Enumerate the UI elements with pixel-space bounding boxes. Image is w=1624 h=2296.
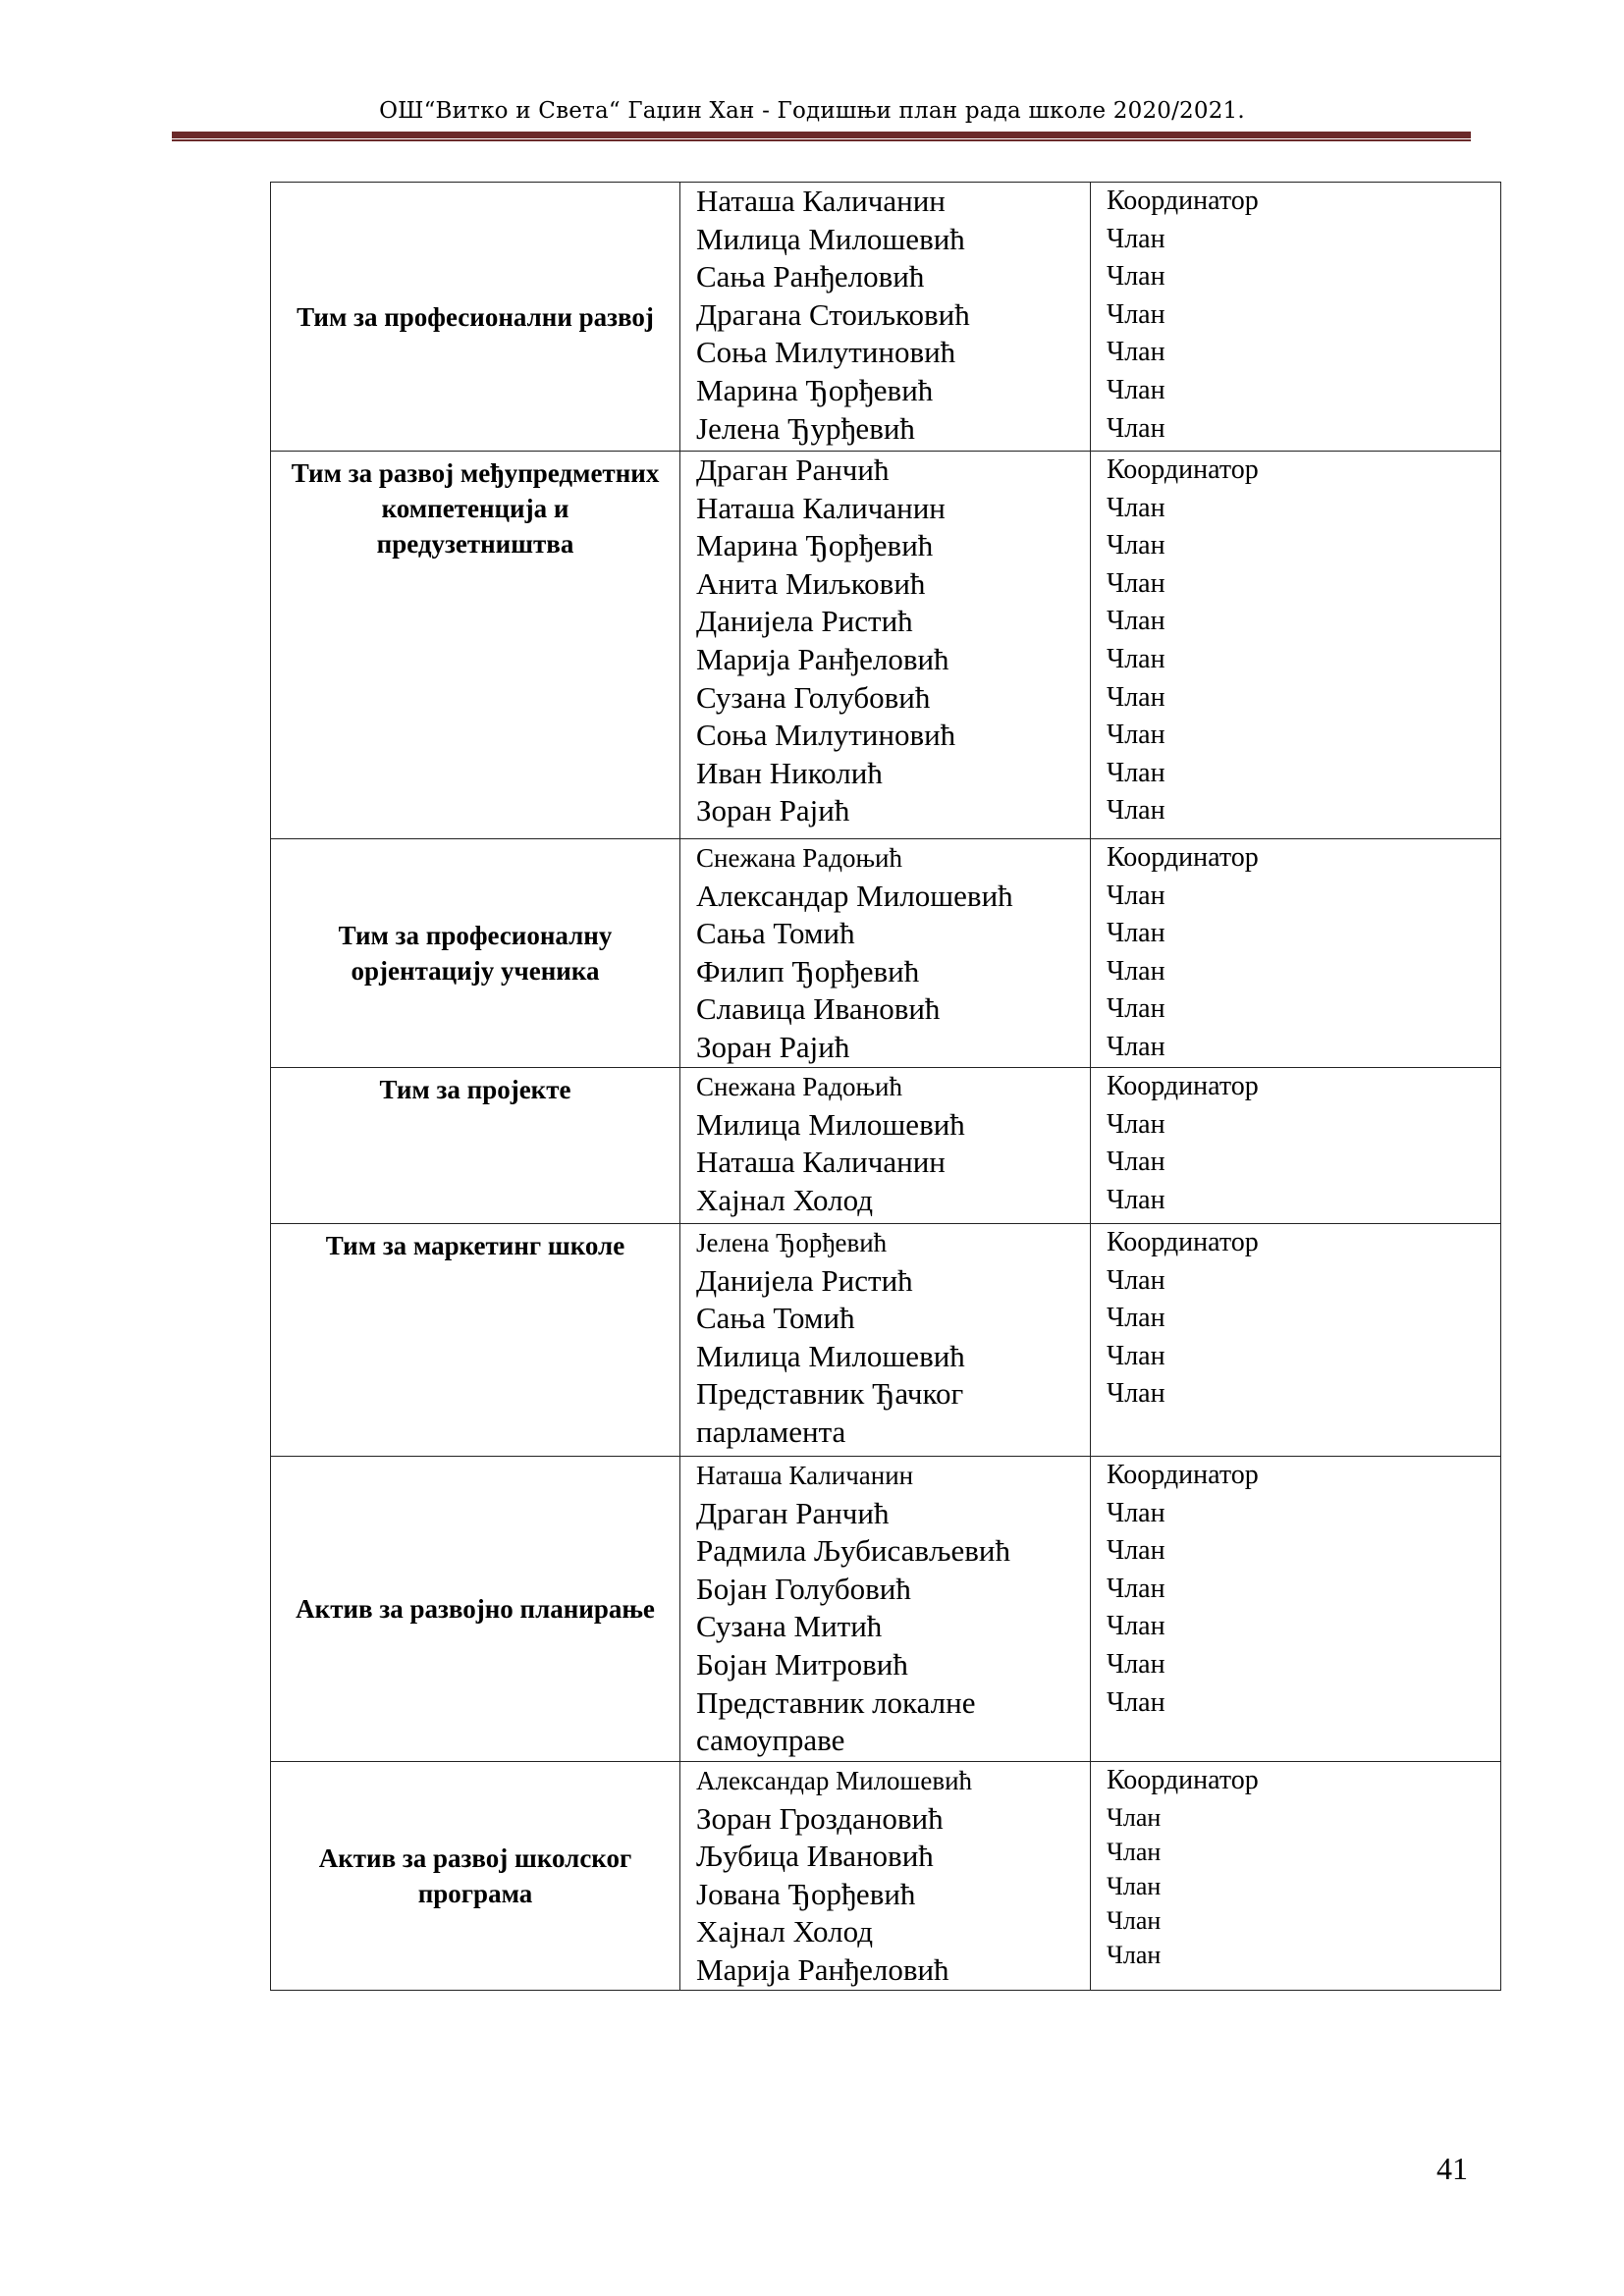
team-name: Тим за маркетинг школе (325, 1231, 625, 1260)
member-name: Сања Томић (696, 1301, 855, 1336)
member-role: Члан (1107, 223, 1165, 254)
team-members-cell (680, 1068, 1091, 1224)
member-role: Члан (1107, 1264, 1165, 1296)
member-name: Филип Ђорђевић (696, 953, 920, 988)
member-name: самоуправе (696, 1723, 845, 1758)
member-list (680, 1068, 1090, 1219)
member-role: Координатор (1107, 1765, 1259, 1795)
member-name: Наташа Каличанин (696, 490, 946, 525)
member-role: Члан (1107, 1802, 1162, 1832)
member-role: Члан (1107, 567, 1165, 599)
member-role: Координатор (1107, 842, 1259, 873)
member-role: Члан (1107, 643, 1165, 674)
role-list (1091, 183, 1500, 448)
team-name-wrapper (271, 1068, 679, 1223)
team-row (271, 1224, 1501, 1457)
member-role: Координатор (1107, 186, 1259, 216)
member-list (680, 183, 1090, 448)
member-role: Члан (1107, 492, 1165, 523)
member-name: Сузана Митић (696, 1609, 883, 1644)
team-roles-cell (1091, 1224, 1501, 1457)
member-role: Члан (1107, 1611, 1165, 1642)
member-role: Члан (1107, 1535, 1165, 1567)
member-name: Снежана Радоњић (696, 1072, 902, 1101)
page-header: ОШ“Витко и Света“ Гаџин Хан - Годишњи план рада школе 2020/2021. (379, 98, 1245, 124)
member-name: парламента (696, 1414, 846, 1449)
member-role: Члан (1107, 261, 1165, 293)
team-name-wrapper (271, 183, 679, 451)
member-name: Сузана Голубовић (696, 679, 931, 715)
member-name: Марија Ранђеловић (696, 641, 949, 676)
team-roles-cell (1091, 839, 1501, 1068)
header-rule-thick (172, 132, 1471, 138)
member-role: Члан (1107, 1031, 1165, 1062)
member-list (680, 1224, 1090, 1452)
member-role: Члан (1107, 374, 1165, 405)
member-name: Бојан Митровић (696, 1646, 908, 1682)
member-role: Члан (1107, 1184, 1165, 1215)
member-role: Члан (1107, 681, 1165, 713)
member-name: Љубица Ивановић (696, 1839, 934, 1874)
member-name: Сања Ранђеловић (696, 259, 925, 294)
team-row (271, 1457, 1501, 1762)
team-name-cell (271, 452, 680, 839)
team-name-wrapper (271, 1457, 679, 1761)
team-name-wrapper (271, 1762, 679, 1990)
role-list (1091, 1762, 1500, 1972)
member-name: Соња Милутиновић (696, 335, 956, 370)
team-members-cell (680, 1457, 1091, 1762)
role-list (1091, 1457, 1500, 1722)
team-members-cell (680, 1224, 1091, 1457)
team-name-cell (271, 1762, 680, 1991)
header-rule (172, 132, 1471, 141)
team-name-wrapper (271, 839, 679, 1067)
member-name: Марина Ђорђевић (696, 372, 934, 407)
member-name: Наташа Каличанин (696, 1145, 946, 1180)
member-name: Зоран Гроздановић (696, 1800, 944, 1836)
member-list (680, 1762, 1090, 1990)
member-role: Члан (1107, 918, 1165, 949)
member-role: Члан (1107, 1108, 1165, 1140)
member-role: Члан (1107, 1147, 1165, 1178)
team-name-wrapper (271, 1224, 679, 1456)
member-name: Зоран Рајић (696, 1029, 850, 1064)
team-members-cell (680, 839, 1091, 1068)
team-name: Тим за професионалну орјентацију ученика (338, 921, 613, 986)
member-name: Зоран Рајић (696, 793, 850, 828)
member-role: Члан (1107, 337, 1165, 368)
member-name: Бојан Голубовић (696, 1571, 911, 1606)
member-role: Координатор (1107, 1460, 1259, 1490)
team-row (271, 452, 1501, 839)
member-name: Милица Милошевић (696, 1106, 965, 1142)
team-roles-cell (1091, 452, 1501, 839)
role-list (1091, 1224, 1500, 1414)
team-roles-cell (1091, 1457, 1501, 1762)
team-row (271, 1068, 1501, 1224)
member-role: Члан (1107, 757, 1165, 788)
member-name: Хајнал Холод (696, 1914, 873, 1949)
team-name-cell (271, 1224, 680, 1457)
member-role: Члан (1107, 606, 1165, 637)
member-list (680, 452, 1090, 830)
member-role: Координатор (1107, 454, 1259, 485)
member-name: Јелена Ђорђевић (696, 1228, 888, 1257)
member-role: Члан (1107, 530, 1165, 561)
member-name: Драган Ранчић (696, 1495, 890, 1530)
member-role: Члан (1107, 1303, 1165, 1334)
member-name: Александар Милошевић (696, 878, 1013, 913)
team-members-cell (680, 452, 1091, 839)
team-row (271, 1762, 1501, 1991)
team-name: Тим за професионални развој (297, 301, 654, 332)
team-name: Тим за развој међупредметних компетенција и предузетништва (291, 458, 660, 559)
member-role: Члан (1107, 1686, 1165, 1718)
team-name-wrapper (271, 452, 679, 838)
team-name: Тим за пројекте (379, 1075, 571, 1104)
member-name: Александар Милошевић (696, 1766, 973, 1795)
member-name: Иван Николић (696, 755, 883, 790)
page-number: 41 (1436, 2151, 1468, 2186)
member-name: Сања Томић (696, 916, 855, 951)
member-name: Наташа Каличанин (696, 1461, 914, 1490)
member-name: Јелена Ђурђевић (696, 410, 915, 446)
role-list (1091, 452, 1500, 830)
member-role: Члан (1107, 412, 1165, 444)
member-role: Члан (1107, 1497, 1165, 1528)
team-name: Актив за развојно планирање (296, 1594, 655, 1624)
member-name: Милица Милошевић (696, 221, 965, 256)
team-roles-cell (1091, 1068, 1501, 1224)
role-list (1091, 839, 1500, 1067)
member-role: Координатор (1107, 1227, 1259, 1257)
member-name: Милица Милошевић (696, 1338, 965, 1373)
member-name: Снежана Радоњић (696, 843, 902, 873)
member-role: Члан (1107, 298, 1165, 330)
team-roles-cell (1091, 183, 1501, 452)
role-list (1091, 1068, 1500, 1219)
member-name: Славица Ивановић (696, 991, 941, 1027)
member-name: Марина Ђорђевић (696, 528, 934, 563)
member-role: Члан (1107, 1940, 1162, 1969)
member-role: Члан (1107, 1573, 1165, 1604)
member-name: Јована Ђорђевић (696, 1876, 916, 1911)
member-role: Координатор (1107, 1071, 1259, 1101)
member-name: Представник локалне (696, 1684, 976, 1720)
member-role: Члан (1107, 1905, 1162, 1935)
member-role: Члан (1107, 955, 1165, 987)
member-role: Члан (1107, 993, 1165, 1025)
member-name: Данијела Ристић (696, 1262, 913, 1298)
member-role: Члан (1107, 795, 1165, 827)
member-name: Наташа Каличанин (696, 184, 946, 218)
member-role: Члан (1107, 1340, 1165, 1371)
team-members-cell (680, 183, 1091, 452)
member-name: Марија Ранђеловић (696, 1951, 949, 1987)
member-name: Радмила Љубисављевић (696, 1533, 1011, 1569)
team-row (271, 839, 1501, 1068)
member-list (680, 839, 1090, 1067)
team-row (271, 183, 1501, 452)
member-role: Члан (1107, 1871, 1162, 1900)
teams-table-body (271, 183, 1501, 1991)
member-name: Представник Ђачког (696, 1376, 964, 1412)
member-role: Члан (1107, 1378, 1165, 1410)
teams-table (270, 182, 1501, 1991)
member-name: Драгана Стоиљковић (696, 296, 970, 332)
member-role: Члан (1107, 720, 1165, 751)
team-name: Актив за развој школског програма (318, 1843, 632, 1908)
member-name: Драган Ранчић (696, 453, 890, 487)
member-list (680, 1457, 1090, 1760)
team-name-cell (271, 1457, 680, 1762)
team-roles-cell (1091, 1762, 1501, 1991)
header-rule-thin (172, 139, 1471, 141)
member-role: Члан (1107, 1837, 1162, 1866)
team-name-cell (271, 839, 680, 1068)
member-name: Анита Миљковић (696, 565, 926, 601)
member-name: Хајнал Холод (696, 1182, 873, 1217)
member-name: Соња Милутиновић (696, 718, 956, 753)
team-name-cell (271, 1068, 680, 1224)
member-name: Данијела Ристић (696, 604, 913, 639)
team-members-cell (680, 1762, 1091, 1991)
member-role: Члан (1107, 880, 1165, 911)
team-name-cell (271, 183, 680, 452)
member-role: Члан (1107, 1648, 1165, 1680)
